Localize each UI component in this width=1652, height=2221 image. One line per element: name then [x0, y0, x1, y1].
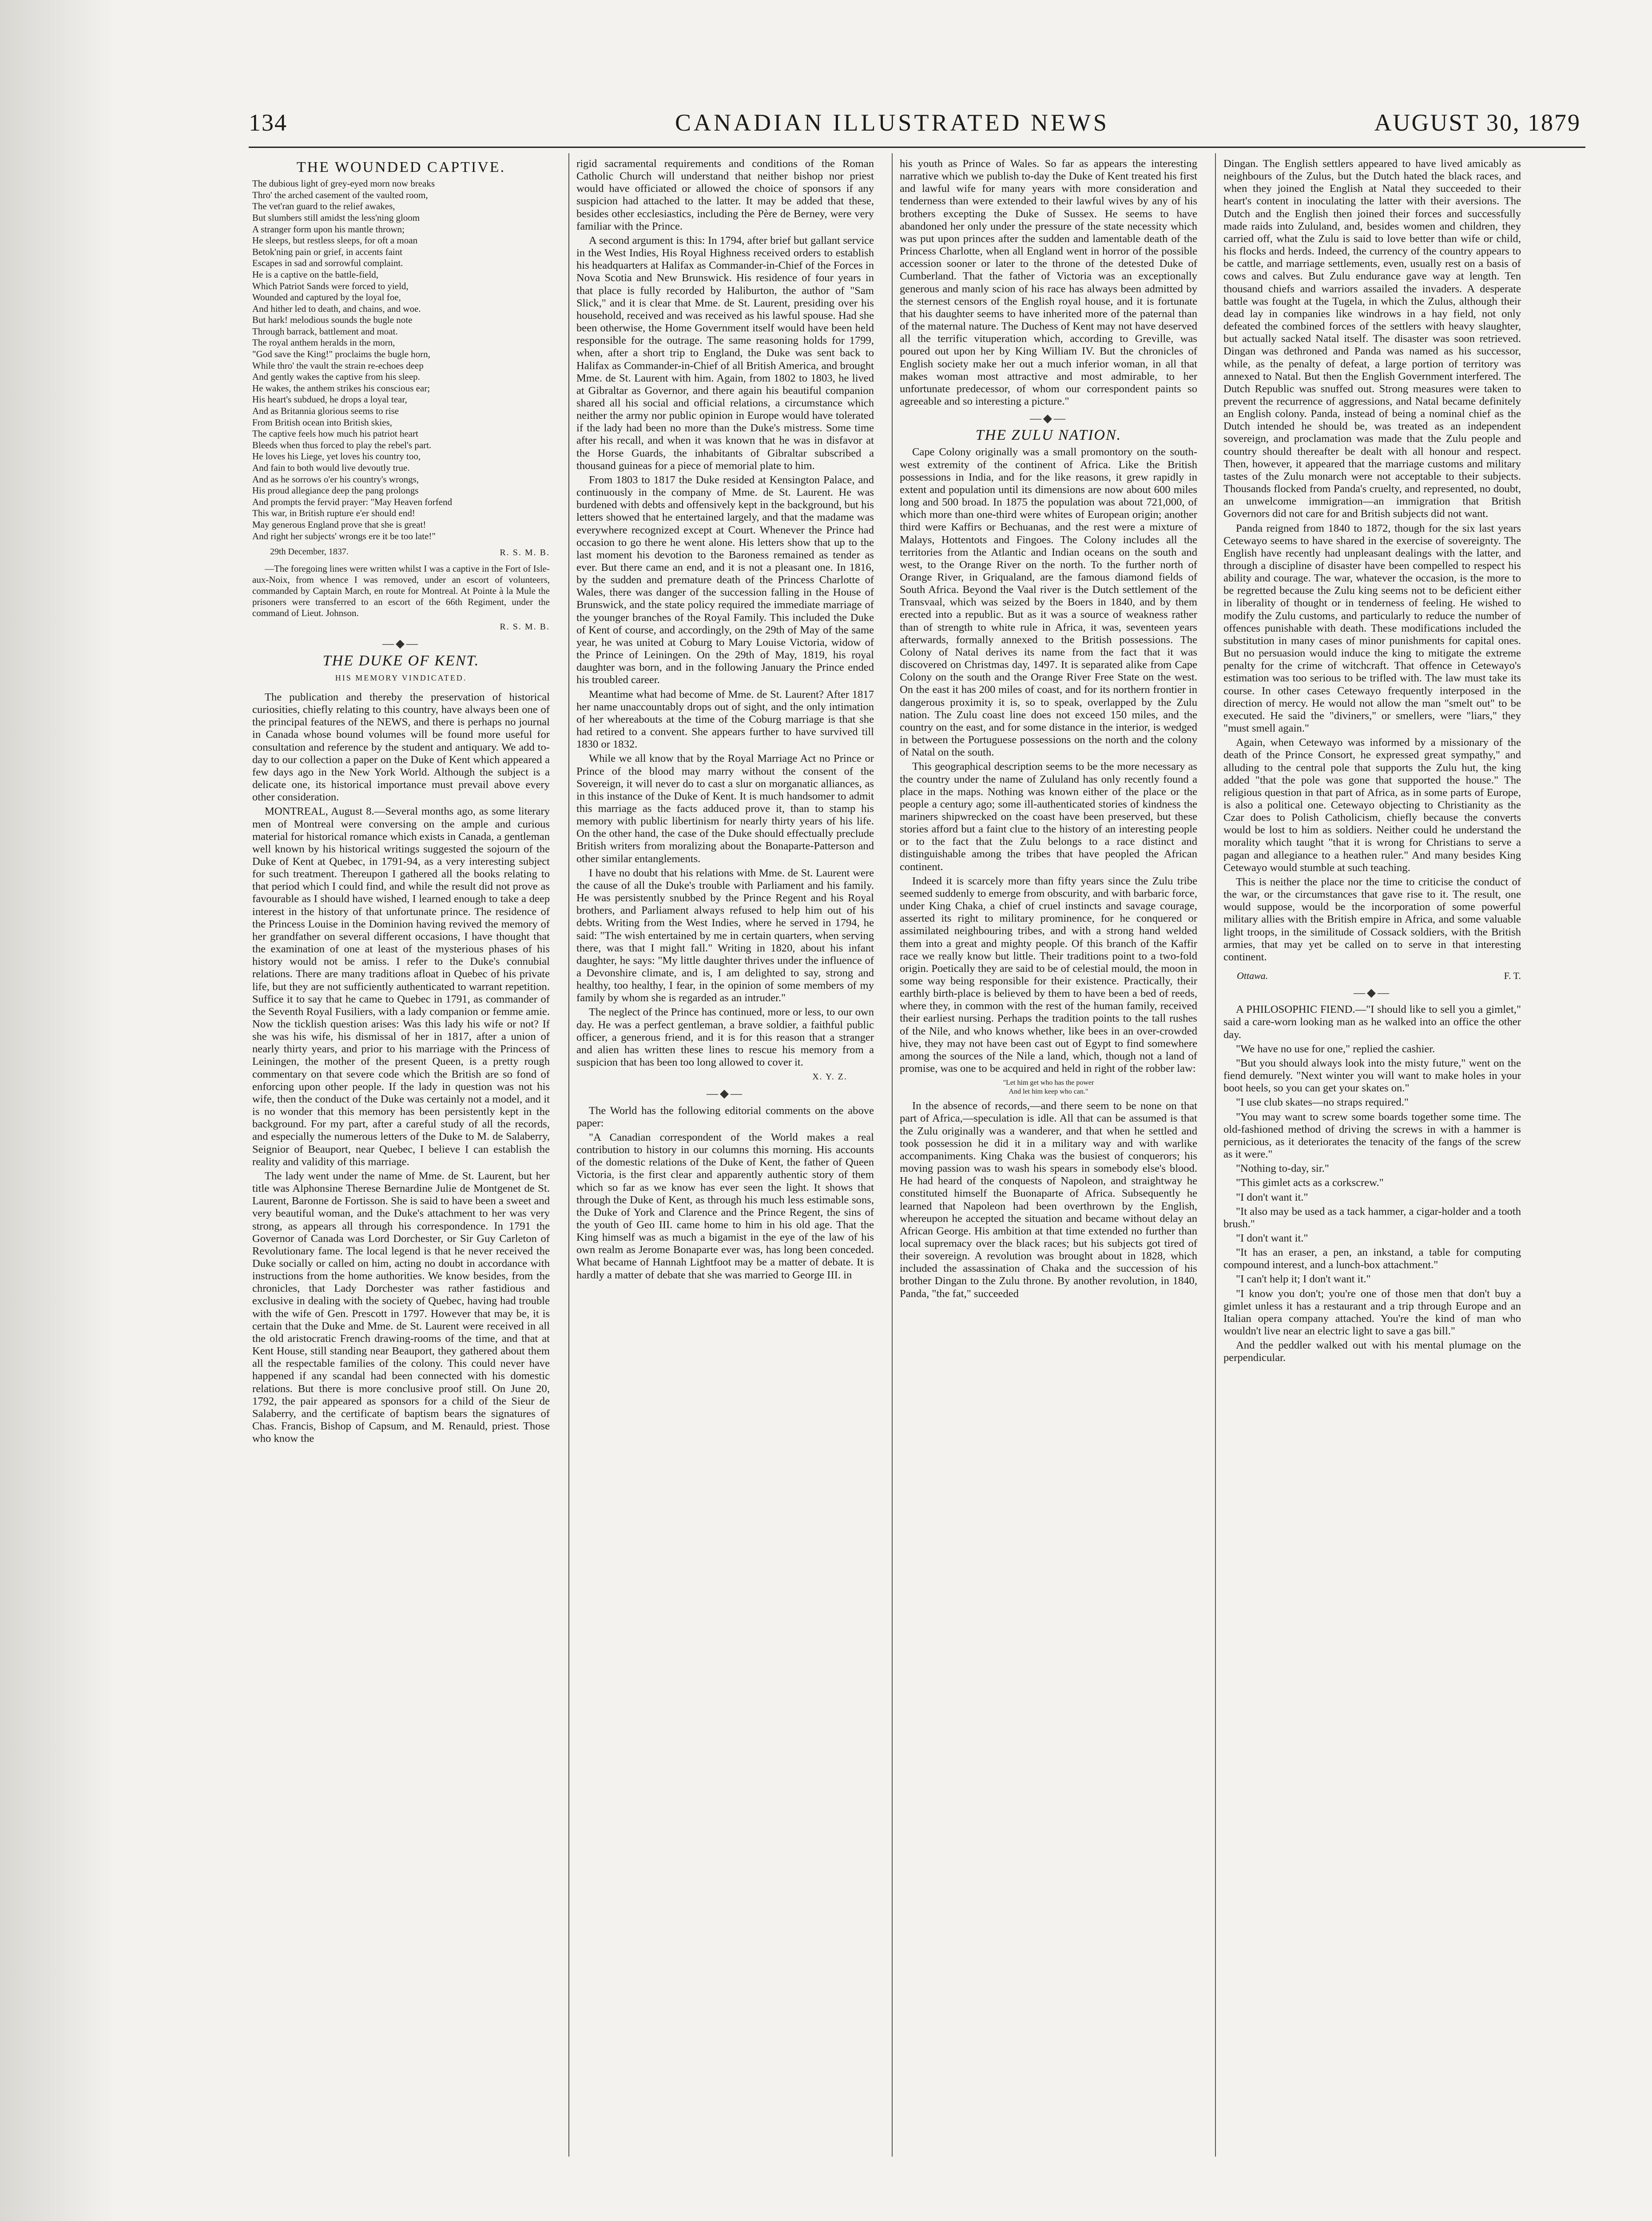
page-shadow — [0, 0, 115, 2221]
column-2 — [576, 158, 874, 1283]
column-1 — [252, 158, 550, 1447]
poem-title: THE WOUNDED CAPTIVE. — [296, 159, 506, 175]
column-divider — [1215, 153, 1216, 2157]
paragraph: In the absence of records,—and there seem to be none on that part of Africa,—speculation is idle. All that can be assumed is that the Zulu originally was a wanderer, and that when he settled and took possession he did it in a military way and with warlike accompaniments. King Chaka was the busiest of conquerors; his moving passion was to wash his spears in somebody else's blood. He had heard of the conquests of Napoleon, and straightway he constituted himself the Buonaparte of Africa. Subsequently he learned that Napoleon had been overthrown by the English, whereupon he accepted the situation and became without delay an African George. His ambition at that time extended no further than local supremacy over the black races; but his subjects got tired of their sovereign. A revolution was brought about in 1828, which included the assassination of Chaka and the succession of his brother Dingan to the Zulu throne. By another revolution, in 1840, Panda, "the fat," succeeded — [900, 1100, 1197, 1300]
paragraph: "I don't want it." — [1236, 1232, 1308, 1244]
article-title-duke-of-kent: THE DUKE OF KENT. — [322, 652, 480, 669]
paragraph: The neglect of the Prince has continued, more or less, to our own day. He was a perfect gentleman, a brave soldier, a faithful public officer, a generous friend, and it is for this reason that a stranger and alien has written these lines to rescue his memory from a suspicion that has been too long allowed to cover it. — [576, 1006, 874, 1069]
paragraph: Indeed it is scarcely more than fifty years since the Zulu tribe seemed suddenly to emerge from obscurity, and with barbaric force, under King Chaka, a chief of cruel instincts and savage courage, asserted its right to military prominence, for he conquered or assimilated neighbouring tribes, and with a strong hand welded them into a great and mighty people. Of this branch of the Kaffir race we really know but little. Their traditions point to a two-fold origin. Poetically they are said to be of celestial mould, the moon in some way being responsible for their existence. Practically, their earthly birth-place is believed by them to have been a bed of reeds, where they, in common with the rest of the human family, received their earliest nursing. Perhaps the tradition points to the tall rushes of the Nile, and who knows whether, like bees in an over-crowded hive, they may not have been cast out of Egypt to find somewhere among the sources of the Nile a land, which, though not a land of promise, was one to be acquired and held in right of the robber law: — [900, 875, 1197, 1075]
paragraph: "I know you don't; you're one of those men that don't buy a gimlet unless it has a restaurant and a trip through Europe and an Italian opera company attached. You're the kind of man who wouldn't live near an electric light to save a gas bill." — [1223, 1287, 1521, 1337]
header-rule — [249, 147, 1585, 148]
quotation: "Let him get who has the power And let him keep who can." — [1003, 1079, 1094, 1096]
paragraph: "It also may be used as a tack hammer, a cigar-holder and a tooth brush." — [1223, 1205, 1521, 1230]
paragraph: I have no doubt that his relations with Mme. de St. Laurent were the cause of all the Duke's trouble with Parliament and his family. He was persistently snubbed by the Prince Regent and his Royal brothers, and Parliament always refused to help him out of his debts. Writing from the West Indies, where he served in 1794, he said: "The wish entertained by me in certain quarters, when serving there, was that I might fall." Writing in 1820, about his infant daughter, he says: "My little daughter thrives under the influence of a Devonshire climate, and is, I am delighted to say, strong and healthy, too healthy, I fear, in the opinion of some members of my family by whom she is regarded as an intruder." — [576, 867, 874, 1004]
paragraph: Meantime what had become of Mme. de St. Laurent? After 1817 her name unaccountably drops out of sight, and the only intimation of her whereabouts at the time of the Coburg marriage is that she had retired to a convent. She appears further to have survived till 1830 or 1832. — [576, 688, 874, 751]
paragraph: rigid sacramental requirements and conditions of the Roman Catholic Church will understand that neither bishop nor priest would have officiated or allowed the choice of sponsors if any suspicion had attached to the latter. It may be added that these, besides other ecclesiastics, including the Père de Berney, were very familiar with the Prince. — [576, 158, 874, 232]
column-3 — [900, 158, 1197, 1302]
article-signature: X. Y. Z. — [812, 1072, 847, 1082]
paragraph: Again, when Cetewayo was informed by a missionary of the death of the Prince Consort, he expressed great sympathy," and alluding to the central pole that supports the Zulu hut, the king added "that the pole was gone that supported the house." The religious question in that part of Africa, as in some parts of Europe, is also a political one. Cetewayo objecting to Christianity as the Czar does to Polish Catholicism, chiefly because the converts would be lost to him as soldiers. Neither could he understand the morality which taught "that it is wrong for Christians to serve a pagan and allegiance to a heathen ruler." And many besides King Cetewayo would stumble at such teaching. — [1223, 736, 1521, 874]
note-signature: R. S. M. B. — [500, 622, 550, 632]
paragraph: A PHILOSOPHIC FIEND.—"I should like to sell you a gimlet," said a care-worn looking man as he walked into an office the other day. — [1223, 1003, 1521, 1041]
column-divider — [568, 153, 569, 2157]
poem-text: The dubious light of grey-eyed morn now breaks Thro' the arched casement of the vaulted room, The vet'ran guard to the relief awakes, But slumbers still amidst the less'ning gloom A stranger form upon his mantle thrown; He sleeps, but restless sleeps, for oft a moan Betok'ning pain or grief, in accents faint Escapes in sad and sorrowful complaint. He is a captive on the battle-field, Which Patriot Sands were forced to yield, Wounded and captured by the loyal foe, And hither led to death, and chains, and woe. But hark! melodious sounds the bugle note Through barrack, battlement and moat. The royal anthem heralds in the morn, "God save the King!" proclaims the bugle horn, While thro' the vault the strain re-echoes deep And gently wakes the captive from his sleep. He wakes, the anthem strikes his conscious ear; His heart's subdued, he drops a loyal tear, And as Britannia glorious seems to rise From British ocean into British skies, The captive feels how much his patriot heart Bleeds when thus forced to play the rebel's part. He loves his Liege, yet loves his country too, And fain to both would live devoutly true. And as he sorrows o'er his country's wrongs, His proud allegiance deep the pang prolongs And prompts the fervid prayer: "May Heaven forfend This war, in British rupture e'er should end! May generous England prove that she is great! And right her subjects' wrongs ere it be too late!" — [252, 178, 453, 541]
article-title-zulu-nation: THE ZULU NATION. — [975, 427, 1122, 444]
newspaper-title: CANADIAN ILLUSTRATED NEWS — [675, 109, 1109, 136]
section-ornament: —◆— — [707, 1087, 744, 1100]
poem-footer — [252, 545, 550, 563]
section-ornament: —◆— — [1030, 412, 1067, 425]
paragraph: "Nothing to-day, sir." — [1236, 1162, 1329, 1175]
poem-signature: R. S. M. B. — [500, 548, 550, 558]
paragraph: Dingan. The English settlers appeared to have lived amicably as neighbours of the Zulus, but the Dutch hated the black races, and when they joined the English at Natal they succeeded to their heart's content in inoculating the latter with their aversions. The Dutch and the English then joined their forces and successfully made raids into Zululand, and, besides women and children, they carried off, what the Zulu is said to love better than wife or child, his flocks and herds. Indeed, the currency of the country appears to be cattle, and marriage settlements, even, usually rest on a basis of cows and calves. But Zulu endurance gave way at length. Ten thousand chiefs and warriors assailed the invaders. A desperate battle was fought at the Tugela, in which the Zulus, although their dead lay in companies like windrows in a hay field, not only defeated the combined forces of the settlers with heavy slaughter, but actually sacked Natal itself. The disaster was soon retrieved. Dingan was dethroned and Panda was named as his successor, while, as the penalty of defeat, a large portion of territory was annexed to Natal. But then the English Government interfered. The Dutch Republic was snuffed out. Strong measures were taken to prevent the recurrence of aggressions, and Natal became definitely an English colony. Panda, instead of being a nominal chief as the Dutch intended he should be, was treated as an independent sovereign, and proclamation was made that the Zulu people and country should thereafter be dealt with all honour and respect. Then, however, it appeared that the marriage customs and military tastes of the Zulu monarch were not acceptable to their subjects. Thousands flocked from Panda's cruelty, and represented, no doubt, an unwelcome immigration—an immigration that British Governors did not care for and British subjects did not want. — [1223, 158, 1521, 520]
paragraph: Cape Colony originally was a small promontory on the south-west extremity of the continent of Africa. Like the British possessions in India, and for the like reasons, it grew rapidly in extent and population until its dimensions are now about 600 miles long and 500 broad. In 1875 the population was about 721,000, of which more than one-third were whites of European origin; another third were Kaffirs or Bechuanas, and the rest were a mixture of Malays, Hottentots and Fingoes. The Colony includes all the territories from the Atlantic and Indian oceans on the south and west, to the Orange River on the north. To the further north of Orange River, in Griqualand, are the famous diamond fields of South Africa. Beyond the Vaal river is the Dutch settlement of the Transvaal, which was seized by the Boers in 1840, and by them erected into a republic. But as it was a source of weakness rather than of strength to white rule in Africa, it was, seventeen years afterwards, formally annexed to the British possessions. The Colony of Natal derives its name from the fact that it was discovered on Christmas day, 1497. It is separated alike from Cape Colony on the south and the Orange River Free State on the west. On the east it has 200 miles of coast, and for its northern frontier in dangerous proximity it is, so to speak, overlapped by the Zulu nation. The Zulu coast line does not exceed 150 miles, and the country on the east, and for some distance in the interior, is wedged in between the Portuguese possessions on the north and the colony of Natal on the south. — [900, 446, 1197, 759]
paragraph: "But you should always look into the misty future," went on the fiend demurely. "Next winter you will want to make holes in your boot heels, so you can get your skates on." — [1223, 1057, 1521, 1095]
paragraph: "We have no use for one," replied the cashier. — [1236, 1043, 1435, 1055]
paragraph: "I use club skates—no straps required." — [1236, 1096, 1409, 1109]
paragraph: This is neither the place nor the time to criticise the conduct of the war, or the circumstances that gave rise to it. The result, one would suppose, would be the incorporation of some powerful military allies with the British empire in Africa, and some valuable light troops, in the similitude of Cossack soldiers, with the British armies, that may yet be called on to serve in that interesting continent. — [1223, 876, 1521, 963]
page-header — [249, 109, 1581, 144]
section-ornament: —◆— — [382, 637, 420, 650]
paragraph: This geographical description seems to be the more necessary as the country under the name of Zululand has only recently found a place in the maps. Nothing was known either of the place or the people a century ago; some ill-authenticated stories of kindness the mariners shipwrecked on the coast have been preserved, but these stories afford but a faint clue to the history of an interesting people or to the fact that the Zulu belongs to a race distinct and distinguishable among the tribes that have peopled the African continent. — [900, 760, 1197, 873]
issue-date: AUGUST 30, 1879 — [1374, 109, 1581, 136]
paragraph: The lady went under the name of Mme. de St. Laurent, but her title was Alphonsine Therese Bernardine Julie de Montgenet de St. Laurent, Baronne de Fortisson. She is said to have been a sweet and very beautiful woman, and the Duke's attachment to her was very strong, as appears all through his correspondence. In 1791 the Governor of Canada was Lord Dorchester, or Sir Guy Carleton of Revolutionary fame. The local legend is that he never received the Duke socially or called on him, acting no doubt in accordance with instructions from the home authorities. We know besides, from the chronicles, that Lady Dorchester was rather fastidious and exclusive in dealing with the society of Quebec, having had trouble with the wife of Gen. Prescott in 1797. However that may be, it is certain that the Duke and Mme. de St. Laurent were received in all the old aristocratic French drawing-rooms of the time, and that at Kent House, still standing near Beauport, they gathered about them all the respectable families of the colony. This could never have happened if any scandal had been connected with his domestic relations. But there is more conclusive proof still. On June 20, 1792, the pair appeared as sponsors for a child of the Sieur de Salaberry, and the certificate of baptism bears the signatures of Chas. Francis, Bishop of Capsum, and M. Renauld, priest. Those who know the — [252, 1170, 550, 1445]
paragraph: "This gimlet acts as a corkscrew." — [1236, 1177, 1384, 1189]
paragraph: The publication and thereby the preservation of historical curiosities, chiefly relating to this country, have always been one of the principal features of the NEWS, and there is perhaps no journal in Canada whose bound volumes will be found more useful for consultation and reference by the student and antiquary. We add to-day to our collection a paper on the Duke of Kent which appeared a few days ago in the New York World. Although the subject is a delicate one, its historical importance must prevail above every other consideration. — [252, 691, 550, 804]
article-signature: F. T. — [1504, 970, 1521, 981]
poem-date: 29th December, 1837. — [270, 547, 349, 557]
dateline-place: Ottawa. — [1237, 970, 1268, 981]
section-ornament: —◆— — [1354, 986, 1391, 999]
paragraph: "It has an eraser, a pen, an inkstand, a table for computing compound interest, and a lunch-box attachment." — [1223, 1246, 1521, 1271]
paragraph: From 1803 to 1817 the Duke resided at Kensington Palace, and continuously in the company of Mme. de St. Laurent. He was burdened with debts and offensively kept in the background, but his letters showed that he entertained largely, and that the madame was everywhere recognized except at Court. Whenever the Prince had occasion to go there he went alone. His letters show that up to the last moment his devotion to the Baroness remained as tender as ever. But there came an end, and it is not a pleasant one. In 1816, by the sudden and premature death of the Princess Charlotte of Wales, there was danger of the succession falling in the House of Brunswick, and the state policy required the immediate marriage of the younger branches of the Royal Family. This included the Duke of Kent of course, and accordingly, on the 29th of May of the same year, he was united at Coburg to Mary Louise Victoria, widow of the Prince of Leiningen. On the 29th of May, 1819, his royal daughter was born, and in the following January the Prince ended his troubled career. — [576, 474, 874, 686]
article-subtitle: HIS MEMORY VINDICATED. — [335, 673, 467, 682]
paragraph: MONTREAL, August 8.—Several months ago, as some literary men of Montreal were conversing on the ample and curious material for historical romance which exists in Canada, a gentleman well known by his historical writings suggested the sojourn of the Duke of Kent at Quebec, in 1791-94, as a very interesting subject for such treatment. Thereupon I gathered all the books relating to that period which I could find, and while the result did not prove as favourable as I should have wished, I learned enough to take a deep interest in the history of that unfortunate prince. The residence of the Princess Louise in the Dominion having revived the memory of her grandfather on several different occasions, I have thought that the examination of one at least of the mysterious phases of his history would not be amiss. I refer to the Duke's connubial relations. There are many traditions afloat in Quebec of his private life, but they are not sufficiently authenticated to warrant repetition. Suffice it to say that he came to Quebec in 1791, as commander of the Seventh Royal Fusiliers, with a lady companion or femme amie. Now the ticklish question arises: Was this lady his wife or not? If she was his wife, his dismissal of her in 1817, after a union of nearly thirty years, and prior to his marriage with the Princess of Leiningen, the mother of the present Queen, is a pretty rough commentary on that severe code which the British are so fond of enforcing upon other people. If the lady in question was not his wife, then the conduct of the Duke was certainly not a model, and it is no wonder that this memory has been persistently kept in the background. For my part, after a careful study of all the records, and especially the numerous letters of the Duke to M. de Salaberry, Seignior of Beauport, near Quebec, I believe I can establish the reality and validity of this marriage. — [252, 805, 550, 1168]
paragraph: "I can't help it; I don't want it." — [1236, 1273, 1371, 1286]
paragraph: "You may want to screw some boards together some time. The old-fashioned method of driving the screws in with a hammer is pernicious, as it deteriorates the tenacity of the fangs of the screw as it were." — [1223, 1110, 1521, 1161]
paragraph: And the peddler walked out with his mental plumage on the perpendicular. — [1223, 1339, 1521, 1364]
editorial-intro: The World has the following editorial comments on the above paper: — [576, 1104, 874, 1129]
editorial-text: "A Canadian correspondent of the World makes a real contribution to history in our columns this morning. His accounts of the domestic relations of the Duke of Kent, the father of Queen Victoria, is the first clear and apparently authentic story of them which so far as we know has ever seen the light. It shows that through the Duke of Kent, as through his much less estimable sons, the Duke of York and Clarence and the Prince Regent, the sins of the youth of Geo III. came home to him in his old age. That the King himself was as much a bigamist in the eye of the law of his own realm as Jerome Bonaparte ever was, has long been conceded. What became of Hannah Lightfoot may be a matter of debate. It is hardly a matter of debate that she was married to George III. in — [576, 1131, 874, 1281]
paragraph: While we all know that by the Royal Marriage Act no Prince or Prince of the blood may marry without the consent of the Sovereign, it will never do to cast a slur on morganatic alliances, as in this instance of the Duke of Kent. It is much handsomer to admit this marriage as the facts adduced prove it, than to stamp his memory with public libertinism for nearly thirty years of his life. On the other hand, the case of the Duke should effectually preclude British writers from moralizing about the Bonaparte-Patterson and other similar entanglements. — [576, 752, 874, 865]
column-divider — [892, 153, 893, 2157]
poem-note: —The foregoing lines were written whilst I was a captive in the Fort of Isle-aux-Noix, from whence I was removed, under an escort of volunteers, commanded by Captain March, en route for Montreal. At Pointe à la Mule the prisoners were transferred to an escort of the 66th Regiment, under the command of Lieut. Johnson. — [252, 563, 550, 619]
paragraph: A second argument is this: In 1794, after brief but gallant service in the West Indies, His Royal Highness received orders to establish his headquarters at Halifax as Commander-in-Chief of the Forces in Nova Scotia and New Brunswick. His residence of four years in that place is fully recorded by Haliburton, the author of "Sam Slick," and it is clear that Mme. de St. Laurent, presiding over his household, received and was received as his lawful spouse. Had she been otherwise, the Home Government itself would have been held responsible for the outrage. The same reasoning holds for 1799, when, after a short trip to England, the Duke was sent back to Halifax as Commander-in-Chief of all British America, and brought Mme. de St. Laurent with him. Again, from 1802 to 1803, he lived at Gibraltar as Governor, and there again his beautiful companion shared all his social and official relations, a circumstance which neither the army nor public opinion in Europe would have tolerated if the lady had been no more than the Duke's mistress. Some time after his recall, and when it was known that he was in disfavor at the Horse Guards, the inhabitants of Gibraltar subscribed a thousand guineas for a piece of memorial plate to him. — [576, 234, 874, 472]
article-footer — [1223, 970, 1521, 982]
column-4 — [1223, 158, 1521, 1366]
paragraph: his youth as Prince of Wales. So far as appears the interesting narrative which we publish to-day the Duke of Kent treated his first and lawful wife for many years with more consideration and tenderness than were extended to their lawful wives by any of his brothers excepting the Duke of Sussex. He seems to have abandoned her only under the pressure of the state necessity which was put upon princes after the sudden and lamentable death of the Princess Charlotte, when all England went in horror of the possible accession sooner or later to the throne of the detested Duke of Cumberland. That the father of Victoria was an exceptionally generous and manly scion of his race has always been admitted by the sternest censors of the English royal house, and it is fortunate that his daughter seems to have inherited more of the paternal than of the maternal nature. The Duchess of Kent may not have deserved all the terrific vituperation which, according to Greville, was poured out upon her by King William IV. But the chronicles of English society make her out a much inferior woman, in all that makes woman most attractive and most admirable, to her unfortunate predecessor, of whom our correspondent paints so agreeable and so interesting a picture." — [900, 158, 1197, 407]
page-number: 134 — [249, 109, 287, 136]
paragraph: Panda reigned from 1840 to 1872, though for the six last years Cetewayo seems to have shared in the exercise of sovereignty. The English have recently had unpleasant dealings with the latter, and through a discipline of disaster have been compelled to respect his ability and courage. The war, whatever the occasion, is the more to be regretted because the Zulu king seems not to be deficient either in liberality of thought or in tenderness of feeling. He wished to modify the Zulu customs, and particularly to reduce the number of offences punishable with death. These modifications included the substitution in many cases of minor punishments for capital ones. But no persuasion would induce the king to mitigate the extreme penalty for the crime of witchcraft. That offence in Cetewayo's estimation was too serious to be trifled with. The law must take its course. In other cases Cetewayo frequently interposed in the direction of mercy. He would not allow the man "smelt out" to be executed. He said the "diviners," or smellers, were "liars," they "must smell again." — [1223, 522, 1521, 735]
paragraph: "I don't want it." — [1236, 1191, 1308, 1203]
